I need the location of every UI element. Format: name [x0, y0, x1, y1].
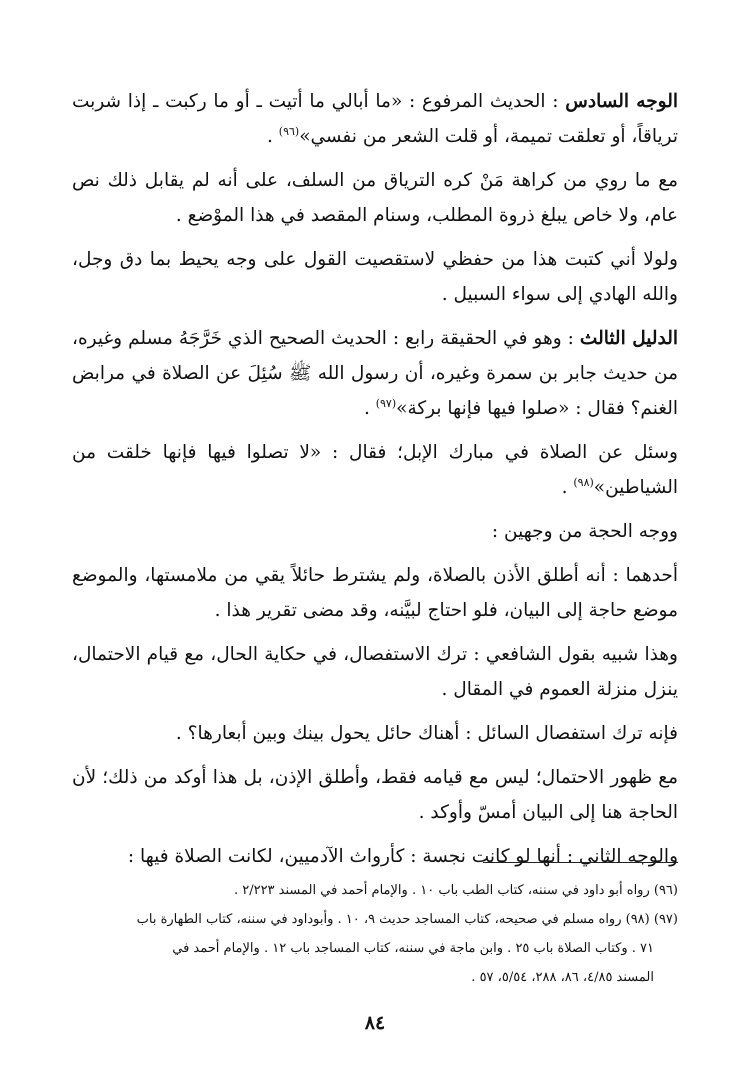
- footnote-ref-96: (٩٦): [278, 124, 300, 138]
- paragraph-questioner: فإنه ترك استفصال السائل : أهناك حائل يحول بينك وبين أبعارها؟ .: [175, 723, 678, 744]
- paragraph-end: .: [363, 398, 376, 419]
- paragraph-theriac: مع ما روي من كراهة مَنْ كره الترياق من السلف، على أنه لم يقابل ذلك نص عام، ولا خاص يبلغ ذروة المطلب، وسنام المقصد في هذا الموْضع .: [72, 170, 678, 226]
- paragraph-second-aspect: والوجه الثاني : أنها لو كانت نجسة : كأرواث الآدميين، لكانت الصلاة فيها :: [127, 846, 678, 867]
- footnote-97-98-cont: ٧١ . وكتاب الصلاة باب ٢٥ . وابن ماجة في سننه، كتاب المساجد باب ١٢ . والإمام أحمد في: [172, 941, 654, 956]
- paragraph-text: وسئل عن الصلاة في مبارك الإبل؛ فقال : «لا تصلوا فيها فإنها خلقت من الشياطين»: [72, 442, 678, 498]
- paragraph-lead: الدليل الثالث: [579, 328, 678, 349]
- footnote-96: (٩٦) رواه أبو داود في سننه، كتاب الطب باب ١٠ . والإمام أحمد في المسند ٢/٢٢٣ .: [233, 883, 678, 898]
- paragraph-memory: ولولا أني كتبت هذا من حفظي لاستقصيت القول على وجه يحيط بما دق وجل، والله الهادي إلى سواء السبيل .: [72, 249, 678, 305]
- footnote-divider: [483, 862, 678, 863]
- paragraph-lead: الوجه السادس: [565, 91, 678, 112]
- paragraph-sixth-aspect: [72, 84, 678, 154]
- footnote-ref-97: (٩٧): [375, 396, 397, 410]
- paragraph-text: : وهو في الحقيقة رابع : الحديث الصحيح الذي خَرَّجَهُ مسلم وغيره، من حديث جابر بن سمرة وغيره، أن رسول الله ﷺ سُئِلَ عن الصلاة في مرابض الغنم؟ فقال : «صلوا فيها فإنها بركة»: [72, 328, 678, 419]
- footnote-97-98-cont: المسند ٤/٨٥، ٨٦، ٢٨٨، ٥/٥٤، ٥٧ .: [471, 970, 654, 985]
- page-number: ٨٤: [364, 1012, 386, 1034]
- paragraph-first-aspect: أحدهما : أنه أطلق الأذن بالصلاة، ولم يشترط حائلاً يقي من ملامستها، والموضع موضع حاجة إلى البيان، فلو احتاج لبيَّنه، وقد مضى تقرير هذا .: [72, 565, 678, 621]
- paragraph-end: .: [561, 477, 574, 498]
- paragraph-shafii: وهذا شبيه بقول الشافعي : ترك الاستفصال، في حكاية الحال، مع قيام الاحتمال، ينزل منزلة العموم في المقال .: [72, 644, 678, 700]
- paragraph-probability: مع ظهور الاحتمال؛ ليس مع قيامه فقط، وأطلق الإذن، بل هذا أوكد من ذلك؛ لأن الحاجة هنا إلى البيان أمسّ وأوكد .: [72, 767, 678, 823]
- paragraph-end: .: [267, 126, 279, 147]
- main-text: [72, 84, 678, 883]
- paragraph-text: : الحديث المرفوع : «ما أبالي ما أتيت ـ أو ما ركبت ـ إذا شربت ترياقاً، أو تعلقت تميمة، أو قلت الشعر من نفسي»: [72, 91, 678, 147]
- footnote-ref-98: (٩٨): [573, 475, 594, 489]
- footnotes: [72, 876, 678, 992]
- paragraph-third-evidence: [72, 321, 678, 426]
- footnote-97-98: (٩٧) (٩٨) رواه مسلم في صحيحه، كتاب المساجد حديث ٩، ١٠ . وأبوداود في سننه، كتاب الطهارة باب: [136, 912, 678, 927]
- paragraph-two-aspects: ووجه الحجة من وجهين :: [491, 521, 678, 542]
- paragraph-camel-pens: [72, 435, 678, 505]
